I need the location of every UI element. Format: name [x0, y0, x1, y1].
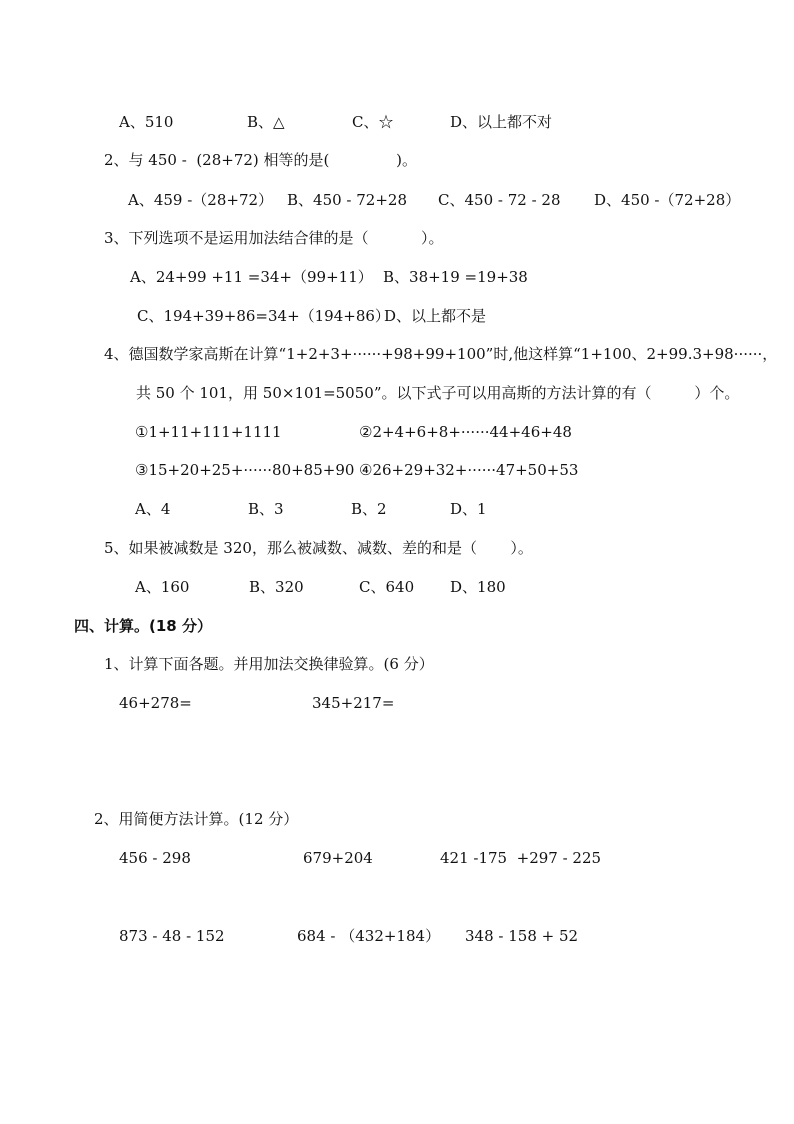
- part2-expression-3: 421 -175 +297 - 225: [440, 849, 602, 867]
- q4-option-b: B、3: [248, 500, 284, 518]
- q3-option-c: C、194+39+86=34+（194+86）: [137, 307, 390, 325]
- q5-stem: 5、如果被减数是 320，那么被减数、减数、差的和是（ ）。: [104, 539, 533, 557]
- part2-expression-1: 456 - 298: [119, 849, 191, 867]
- q2-option-d: D、450 -（72+28）: [594, 191, 741, 209]
- q4-option-c: B、2: [351, 500, 387, 518]
- q3-option-b: B、38+19 =19+38: [383, 268, 528, 286]
- part2-expression-6: 348 - 158 + 52: [465, 927, 579, 945]
- q4-stem-line1: 4、德国数学家高斯在计算“1+2+3+······+98+99+100”时,他这样算“1+100、2+99.3+98······，: [104, 345, 778, 363]
- q4-stem-line2: 共 50 个 101，用 50×101=5050”。以下式子可以用高斯的方法计算的有（ ）个。: [136, 384, 740, 402]
- part1-expression-2: 345+217=: [312, 694, 395, 712]
- section-heading: 四、计算。(18 分）: [74, 617, 212, 635]
- q3-stem: 3、下列选项不是运用加法结合律的是（ ）。: [104, 229, 444, 247]
- q5-option-c: C、640: [359, 578, 415, 596]
- q4-option-a: A、4: [135, 500, 171, 518]
- q2-option-a: A、459 -（28+72）: [128, 191, 274, 209]
- q4-item-1: ①1+11+111+1111: [135, 423, 282, 441]
- q5-option-d: D、180: [450, 578, 506, 596]
- part2-expression-5: 684 - （432+184）: [297, 927, 441, 945]
- part2-expression-2: 679+204: [303, 849, 373, 867]
- q4-item-4: ④26+29+32+······47+50+53: [359, 461, 579, 479]
- q5-option-a: A、160: [135, 578, 190, 596]
- q5-option-b: B、320: [249, 578, 304, 596]
- q2-option-b: B、450 - 72+28: [287, 191, 408, 209]
- q4-item-2: ②2+4+6+8+······44+46+48: [359, 423, 572, 441]
- part2-title: 2、用简便方法计算。(12 分）: [94, 810, 299, 828]
- part2-expression-4: 873 - 48 - 152: [119, 927, 225, 945]
- part1-expression-1: 46+278=: [119, 694, 192, 712]
- q2-stem: 2、与 450 - (28+72) 相等的是( )。: [104, 151, 417, 169]
- q4-item-3: ③15+20+25+······80+85+90: [135, 461, 355, 479]
- q3-option-a: A、24+99 +11 =34+（99+11）: [130, 268, 373, 286]
- q1-option-c: C、☆: [352, 113, 394, 131]
- q4-option-d: D、1: [450, 500, 487, 518]
- q1-option-b: B、△: [247, 113, 285, 131]
- q1-option-d: D、以上都不对: [450, 113, 553, 131]
- q2-option-c: C、450 - 72 - 28: [438, 191, 561, 209]
- part1-title: 1、计算下面各题。并用加法交换律验算。(6 分）: [104, 655, 434, 673]
- q3-option-d: D、以上都不是: [384, 307, 487, 325]
- q1-option-a: A、510: [119, 113, 174, 131]
